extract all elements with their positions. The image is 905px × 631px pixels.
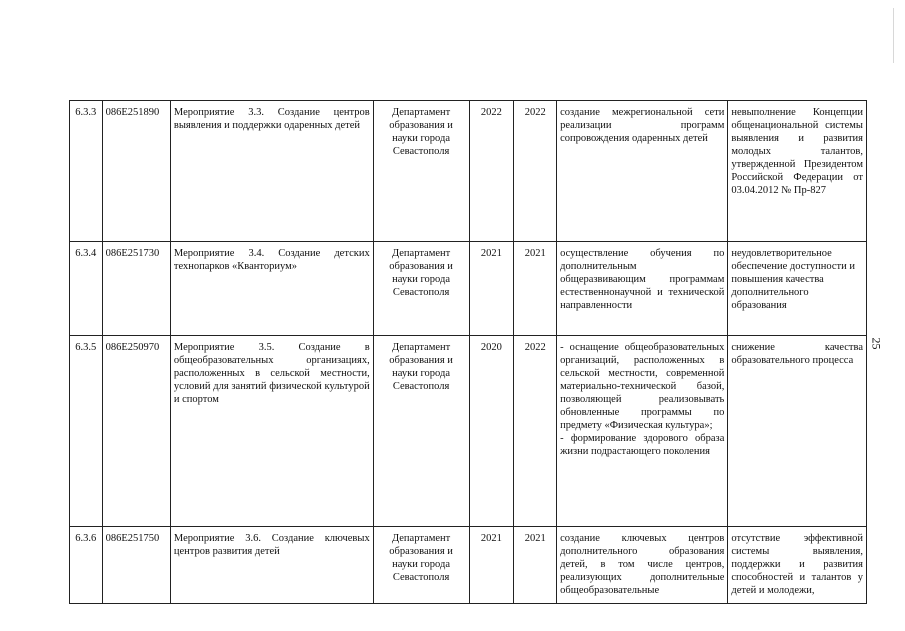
budget-code: 086E251730 — [102, 242, 170, 336]
expected-result-item: - формирование здорового образа жизни подрастающего поколения — [560, 433, 725, 457]
budget-code: 086E251890 — [102, 101, 170, 242]
scan-artifact-line — [893, 8, 894, 63]
expected-result: осуществление обучения по дополнительным общеразвивающим программам естественнонаучной и технической направленности — [557, 242, 728, 336]
expected-result: создание межрегиональной сети реализации программ сопровождения одаренных детей — [557, 101, 728, 242]
start-year: 2020 — [469, 336, 514, 527]
consequence: снижение качества образовательного процесса — [728, 336, 867, 527]
budget-code: 086E251750 — [102, 527, 170, 604]
expected-result: создание ключевых центров дополнительного образования детей, в том числе центров, реализующих дополнительные общеобразовательные — [557, 527, 728, 604]
start-year: 2022 — [469, 101, 514, 242]
event-name: Мероприятие 3.6. Создание ключевых центров развития детей — [170, 527, 373, 604]
table-row — [70, 101, 867, 242]
budget-code: 086E250970 — [102, 336, 170, 527]
expected-result-item: - оснащение общеобразовательных организаций, расположенных в сельской местности, современной материально-технической базой, позволяющей реализовывать обновленные программы по предмету «Физическая культура»; — [560, 342, 725, 431]
event-name: Мероприятие 3.5. Создание в общеобразовательных организациях, расположенных в сельской местности, условий для занятий физической культурой и спортом — [170, 336, 373, 527]
page-number: 25 — [869, 337, 884, 350]
executor: Департамент образования и науки города Севастополя — [373, 527, 469, 604]
start-year: 2021 — [469, 242, 514, 336]
consequence: отсутствие эффективной системы выявления, поддержки и развития способностей и талантов у детей и молодежи, — [728, 527, 867, 604]
expected-result — [557, 336, 728, 527]
table-row — [70, 242, 867, 336]
end-year: 2021 — [514, 242, 557, 336]
event-name: Мероприятие 3.4. Создание детских технопарков «Кванториум» — [170, 242, 373, 336]
consequence: невыполнение Концепции общенациональной системы выявления и развития молодых талантов, утвержденной Президентом Российской Федерации от 03.04.2012 № Пр-827 — [728, 101, 867, 242]
table-row — [70, 336, 867, 527]
executor: Департамент образования и науки города Севастополя — [373, 336, 469, 527]
row-number: 6.3.4 — [70, 242, 103, 336]
event-name: Мероприятие 3.3. Создание центров выявления и поддержки одаренных детей — [170, 101, 373, 242]
end-year: 2022 — [514, 101, 557, 242]
executor: Департамент образования и науки города Севастополя — [373, 242, 469, 336]
consequence: неудовлетворительное обеспечение доступности и повышения качества дополнительного образования — [728, 242, 867, 336]
end-year: 2021 — [514, 527, 557, 604]
row-number: 6.3.5 — [70, 336, 103, 527]
events-table — [69, 100, 867, 604]
table-row — [70, 527, 867, 604]
end-year: 2022 — [514, 336, 557, 527]
row-number: 6.3.3 — [70, 101, 103, 242]
row-number: 6.3.6 — [70, 527, 103, 604]
executor: Департамент образования и науки города Севастополя — [373, 101, 469, 242]
start-year: 2021 — [469, 527, 514, 604]
